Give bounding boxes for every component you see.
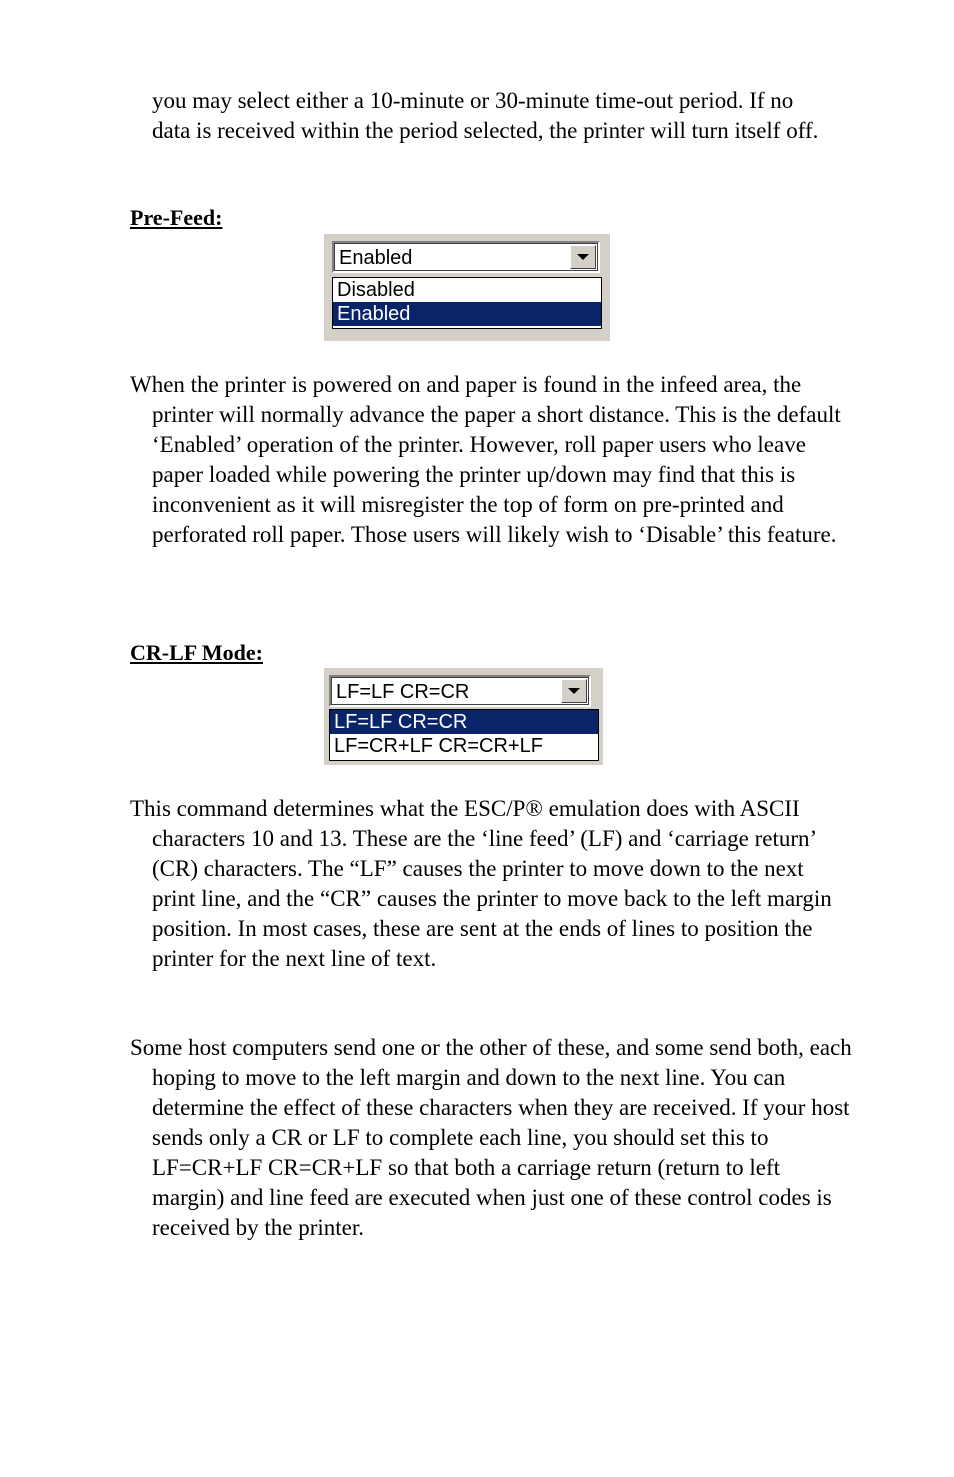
chevron-down-icon — [568, 688, 580, 694]
crlf-heading: CR-LF Mode: — [130, 640, 263, 665]
crlf-option-lf-crlf[interactable]: LF=CR+LF CR=CR+LF — [334, 735, 543, 757]
crlf-paragraph-2: Some host computers send one or the other of these, and some send both, each hoping to move to the left margin and down to the next line. You can determine the effect of these characters when they are received. If your host sends only a CR or LF to complete each line, you should set this to LF=CR+LF CR=CR+LF so that both a carriage return (return to left margin) and line feed are executed when just one of these control codes is received by the printer. — [130, 1035, 852, 1240]
prefeed-heading: Pre-Feed: — [130, 205, 223, 230]
crlf-dropdown-button[interactable] — [561, 679, 587, 703]
crlf-combo-screenshot — [324, 668, 603, 765]
crlf-combobox[interactable] — [329, 675, 591, 707]
chevron-down-icon — [577, 254, 589, 260]
prefeed-option-disabled[interactable]: Disabled — [337, 279, 415, 301]
prefeed-combo-value: Enabled — [339, 247, 413, 269]
prefeed-combobox[interactable] — [332, 241, 600, 273]
crlf-paragraph-1: This command determines what the ESC/P® emulation does with ASCII characters 10 and 13. These are the ‘line feed’ (LF) and ‘carriage return’ (CR) characters. The “LF” causes the printer to move down to the next print line, and the “CR” causes the printer to move back to the left margin position. In most cases, these are sent at the ends of lines to position the printer for the next line of text. — [130, 796, 832, 971]
crlf-option-lf-lf[interactable]: LF=LF CR=CR — [330, 710, 598, 734]
intro-paragraph: you may select either a 10-minute or 30-minute time-out period. If no data is received within the period selected, the printer will turn itself off. — [152, 88, 819, 143]
prefeed-dropdown-list — [332, 277, 602, 329]
prefeed-combo-screenshot — [324, 234, 610, 341]
prefeed-paragraph: When the printer is powered on and paper is found in the infeed area, the printer will normally advance the paper a short distance. This is the default ‘Enabled’ operation of the printer. However, roll paper users who leave paper loaded while powering the printer up/down may find that this is inconvenient as it will misregister the top of form on pre-printed and perforated roll paper. Those users will likely wish to ‘Disable’ this feature. — [130, 372, 841, 547]
prefeed-option-enabled[interactable]: Enabled — [333, 302, 601, 326]
crlf-dropdown-list — [329, 709, 599, 761]
prefeed-dropdown-button[interactable] — [570, 245, 596, 269]
crlf-combo-value: LF=LF CR=CR — [336, 681, 470, 703]
